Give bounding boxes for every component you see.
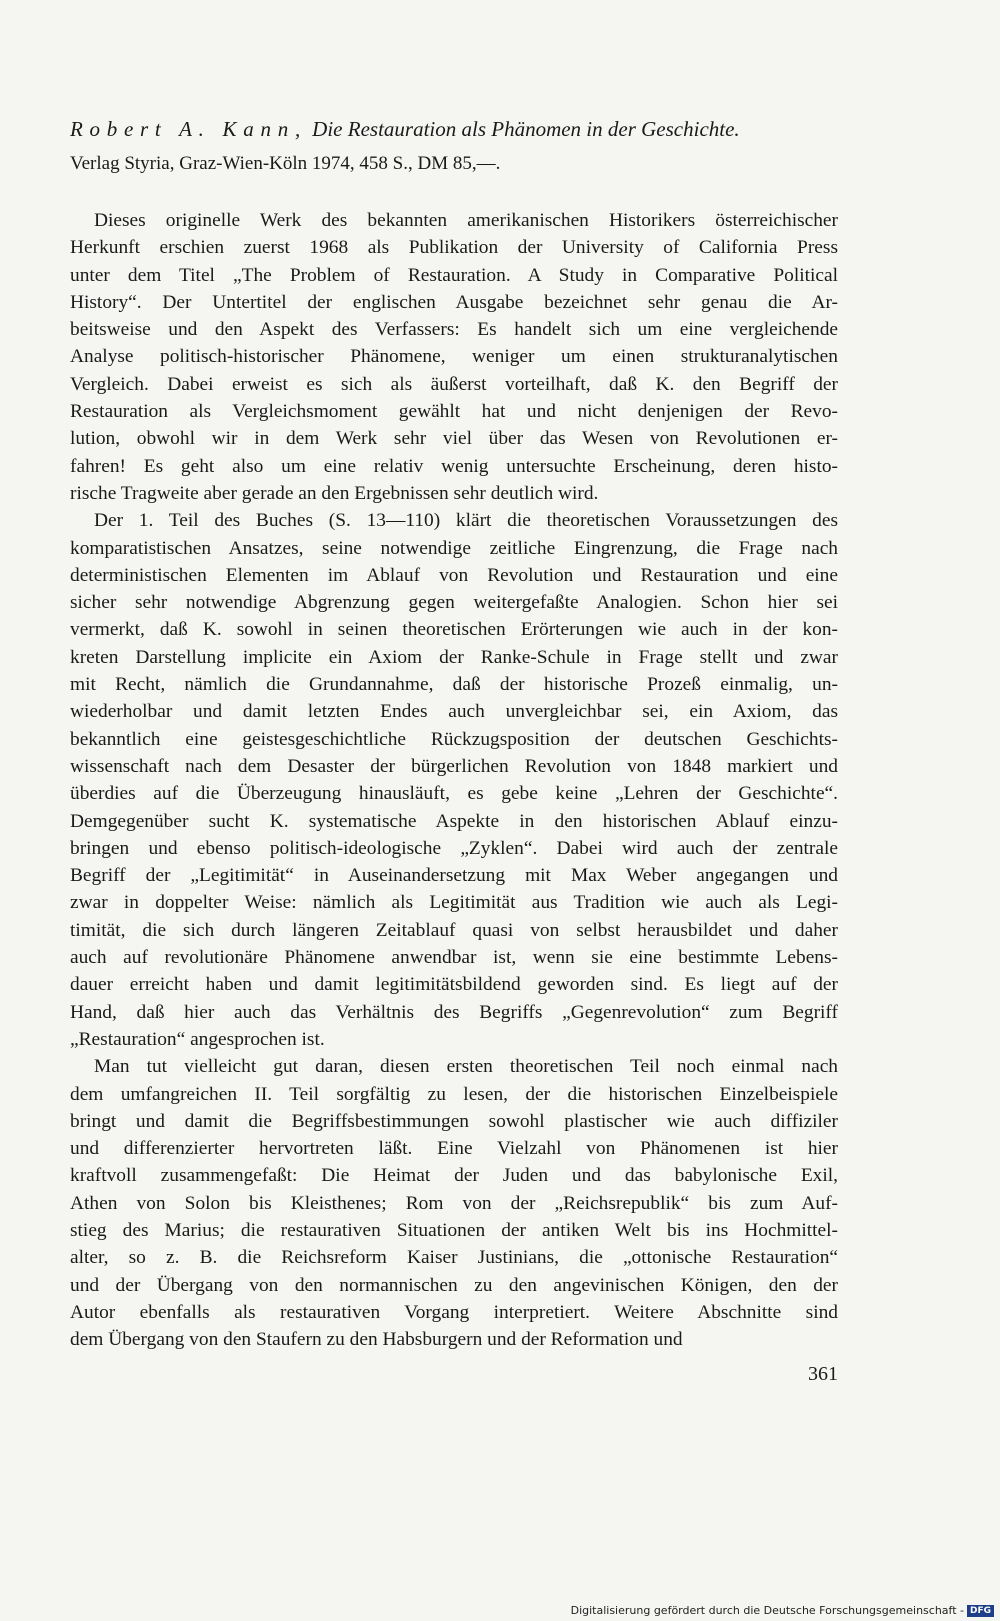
text-line: Der 1. Teil des Buches (S. 13—110) klärt die theoretischen Voraussetzungen des: [94, 510, 838, 532]
text-line: Vergleich. Dabei erweist es sich als äußerst vorteilhaft, daß K. den Begriff der: [70, 373, 838, 395]
text-line: beitsweise und den Aspekt des Verfassers: Es handelt sich um eine vergleichende: [70, 319, 838, 341]
text-line: und der Übergang von den normannischen zu den angevinischen Königen, den der: [70, 1274, 838, 1296]
publication-info: Verlag Styria, Graz-Wien-Köln 1974, 458 S., DM 85,—.: [70, 153, 501, 174]
text-line: fahren! Es geht also um eine relativ wenig untersuchte Erscheinung, deren histo-: [70, 455, 838, 477]
text-line: Man tut vielleicht gut daran, diesen ersten theoretischen Teil noch einmal nach: [94, 1056, 838, 1078]
text-line: rische Tragweite aber gerade an den Ergebnissen sehr deutlich wird.: [70, 482, 599, 504]
review-heading: [70, 114, 838, 144]
book-title: Die Restauration als Phänomen in der Geschichte.: [312, 117, 740, 141]
text-line: auch auf revolutionäre Phänomene anwendbar ist, wenn sie eine bestimmte Lebens-: [70, 947, 838, 969]
text-line: vermerkt, daß K. sowohl in seinen theoretischen Erörterungen wie auch in der kon-: [70, 619, 838, 641]
text-line: deterministischen Elementen im Ablauf von Revolution und Restauration und eine: [70, 564, 838, 586]
paragraph: [70, 207, 838, 507]
text-line: zwar in doppelter Weise: nämlich als Legitimität aus Tradition wie auch als Legi-: [70, 892, 838, 914]
text-line: Begriff der „Legitimität“ in Auseinandersetzung mit Max Weber angegangen und: [70, 865, 838, 887]
text-line: überdies auf die Überzeugung hinausläuft, es gebe keine „Lehren der Geschichte“.: [70, 783, 838, 805]
text-line: lution, obwohl wir in dem Werk sehr viel über das Wesen von Revolutionen er-: [70, 428, 838, 450]
text-line: mit Recht, nämlich die Grundannahme, daß der historische Prozeß einmalig, un-: [70, 674, 838, 696]
text-line: sicher sehr notwendige Abgrenzung gegen weitergefaßte Analogien. Schon hier sei: [70, 592, 838, 614]
paragraph: [70, 507, 838, 1053]
text-line: „Restauration“ angesprochen ist.: [70, 1028, 325, 1050]
text-line: und differenzierter hervortreten läßt. Eine Vielzahl von Phänomenen ist hier: [70, 1138, 838, 1160]
text-line: Restauration als Vergleichsmoment gewählt hat und nicht denjenigen der Revo-: [70, 401, 838, 423]
text-line: kraftvoll zusammengefaßt: Die Heimat der Juden und das babylonische Exil,: [70, 1165, 838, 1187]
text-line: wiederholbar und damit letzten Endes auch unvergleichbar sei, ein Axiom, das: [70, 701, 838, 723]
text-line: Athen von Solon bis Kleisthenes; Rom von der „Reichsrepublik“ bis zum Auf-: [70, 1192, 838, 1214]
text-line: Dieses originelle Werk des bekannten amerikanischen Historikers österreichischer: [94, 210, 838, 231]
text-line: dauer erreicht haben und damit legitimitätsbildend geworden sind. Es liegt auf der: [70, 974, 838, 996]
text-line: Autor ebenfalls als restaurativen Vorgang interpretiert. Weitere Abschnitte sind: [70, 1301, 838, 1323]
author-name: Robert A. Kann,: [70, 117, 307, 141]
text-line: stieg des Marius; die restaurativen Situationen der antiken Welt bis ins Hochmittel-: [70, 1219, 838, 1241]
text-line: bekanntlich eine geistesgeschichtliche Rückzugsposition der deutschen Geschichts-: [70, 728, 838, 750]
text-line: bringt und damit die Begriffsbestimmungen sowohl plastischer wie auch diffiziler: [70, 1110, 838, 1132]
text-line: dem umfangreichen II. Teil sorgfältig zu lesen, der die historischen Einzelbeispiele: [70, 1083, 838, 1105]
footer-text: Digitalisierung gefördert durch die Deutsche Forschungsgemeinschaft -: [570, 1604, 964, 1617]
page-number: 361: [808, 1363, 838, 1385]
text-line: History“. Der Untertitel der englischen Ausgabe bezeichnet sehr genau die Ar-: [70, 291, 838, 313]
review-body: [70, 207, 838, 1353]
text-line: Herkunft erschien zuerst 1968 als Publikation der University of California Press: [70, 237, 838, 259]
text-line: alter, so z. B. die Reichsreform Kaiser Justinians, die „ottonische Restauration“: [70, 1247, 838, 1269]
document-page: [70, 114, 838, 1353]
text-line: bringen und ebenso politisch-ideologische „Zyklen“. Dabei wird auch der zentrale: [70, 837, 838, 859]
text-line: komparatistischen Ansatzes, seine notwendige zeitliche Eingrenzung, die Frage nach: [70, 537, 838, 559]
text-line: Analyse politisch-historischer Phänomene, weniger um einen strukturanalytischen: [70, 346, 838, 368]
text-line: Hand, daß hier auch das Verhältnis des Begriffs „Gegenrevolution“ zum Begriff: [70, 1001, 838, 1023]
text-line: unter dem Titel „The Problem of Restauration. A Study in Comparative Political: [70, 264, 838, 286]
text-line: wissenschaft nach dem Desaster der bürgerlichen Revolution von 1848 markiert und: [70, 755, 838, 777]
paragraph: [70, 1053, 838, 1353]
text-line: Demgegenüber sucht K. systematische Aspekte in den historischen Ablauf einzu-: [70, 810, 838, 832]
text-line: timität, die sich durch längeren Zeitablauf quasi von selbst herausbildet und daher: [70, 919, 838, 941]
dfg-logo: DFG: [967, 1605, 994, 1617]
text-line: kreten Darstellung implicite ein Axiom der Ranke-Schule in Frage stellt und zwar: [70, 646, 838, 668]
digitization-footer: [571, 1604, 994, 1617]
text-line: dem Übergang von den Staufern zu den Habsburgern und der Reformation und: [70, 1329, 683, 1351]
